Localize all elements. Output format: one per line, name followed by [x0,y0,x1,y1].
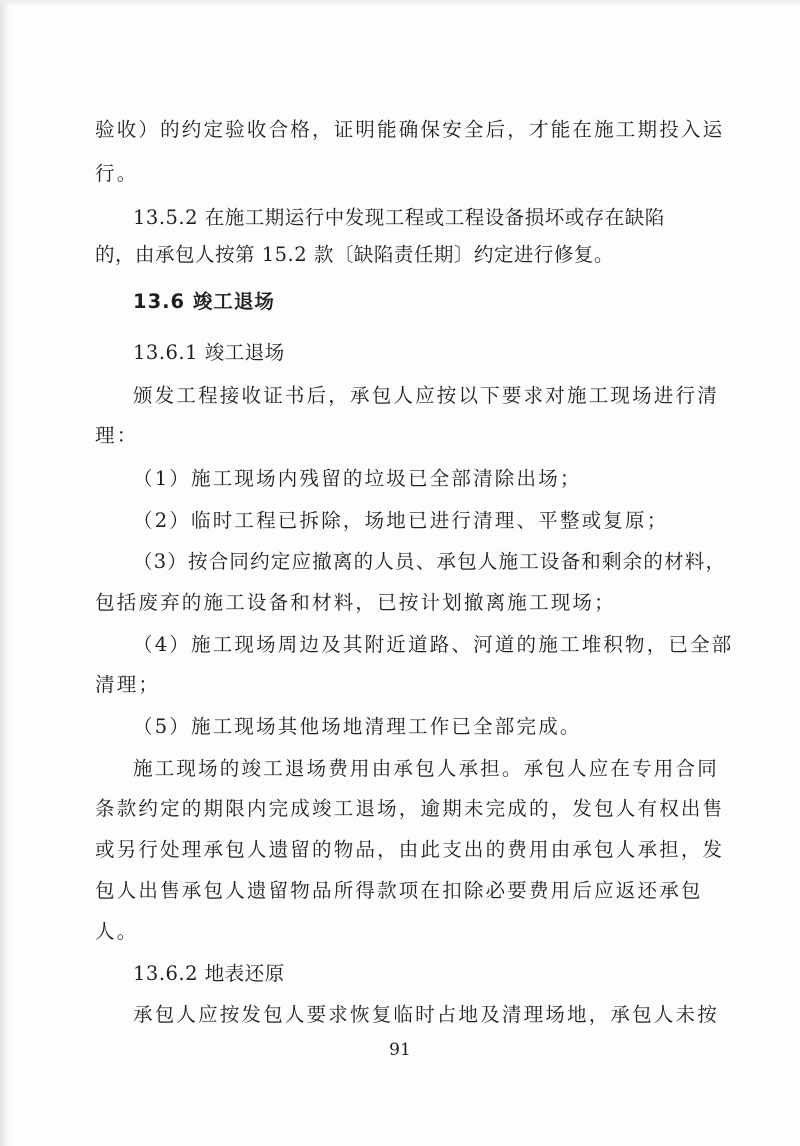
paragraph-line-2: 理： [95,424,139,447]
list-item-3-line-1: （3）按合同约定应撤离的人员、承包人施工设备和剩余的材料， [133,550,727,573]
list-item-4-line-2: 清理； [95,673,161,696]
cost-paragraph-line-2: 条款约定的期限内完成竣工退场，逾期未完成的，发包人有权出售 [95,797,725,820]
subsection-heading-13-6-2: 13.6.2 地表还原 [133,962,285,985]
clause-13-5-2-line-1: 13.5.2 在施工期运行中发现工程或工程设备损坏或存在缺陷 [133,206,665,229]
cost-paragraph-line-5: 人。 [95,920,139,943]
page-number: 91 [389,1040,411,1060]
cost-paragraph-line-1: 施工现场的竣工退场费用由承包人承担。承包人应在专用合同 [133,757,719,780]
cost-paragraph-line-4: 包人出售承包人遗留物品所得款项在扣除必要费用后应返还承包 [95,879,703,902]
text-line-1: 验收）的约定验收合格，证明能确保安全后，才能在施工期投入运 [95,118,725,141]
cost-paragraph-line-3: 或另行处理承包人遗留的物品，由此支出的费用由承包人承担，发 [95,838,725,861]
list-item-4-line-1: （4）施工现场周边及其附近道路、河道的施工堆积物，已全部 [133,633,734,656]
scan-top-shadow [0,0,800,6]
text-line-2: 行。 [95,162,139,185]
subsection-heading-13-6-1: 13.6.1 竣工退场 [133,341,285,364]
paragraph-line-1: 颁发工程接收证书后，承包人应按以下要求对施工现场进行清 [133,384,719,407]
list-item-5: （5）施工现场其他场地清理工作已全部完成。 [133,715,582,738]
scan-edge-shadow [0,0,10,1146]
list-item-3-line-2: 包括废弃的施工设备和材料，已按计划撤离施工现场； [95,591,616,614]
list-item-1: （1）施工现场内残留的垃圾已全部清除出场； [133,467,582,490]
list-item-2: （2）临时工程已拆除，场地已进行清理、平整或复原； [133,509,669,532]
clause-13-5-2-line-2: 的，由承包人按第 15.2 款〔缺陷责任期〕约定进行修复。 [95,243,614,266]
section-heading-13-6: 13.6 竣工退场 [133,290,275,313]
restoration-paragraph-line-1: 承包人应按发包人要求恢复临时占地及清理场地，承包人未按 [133,1003,719,1026]
